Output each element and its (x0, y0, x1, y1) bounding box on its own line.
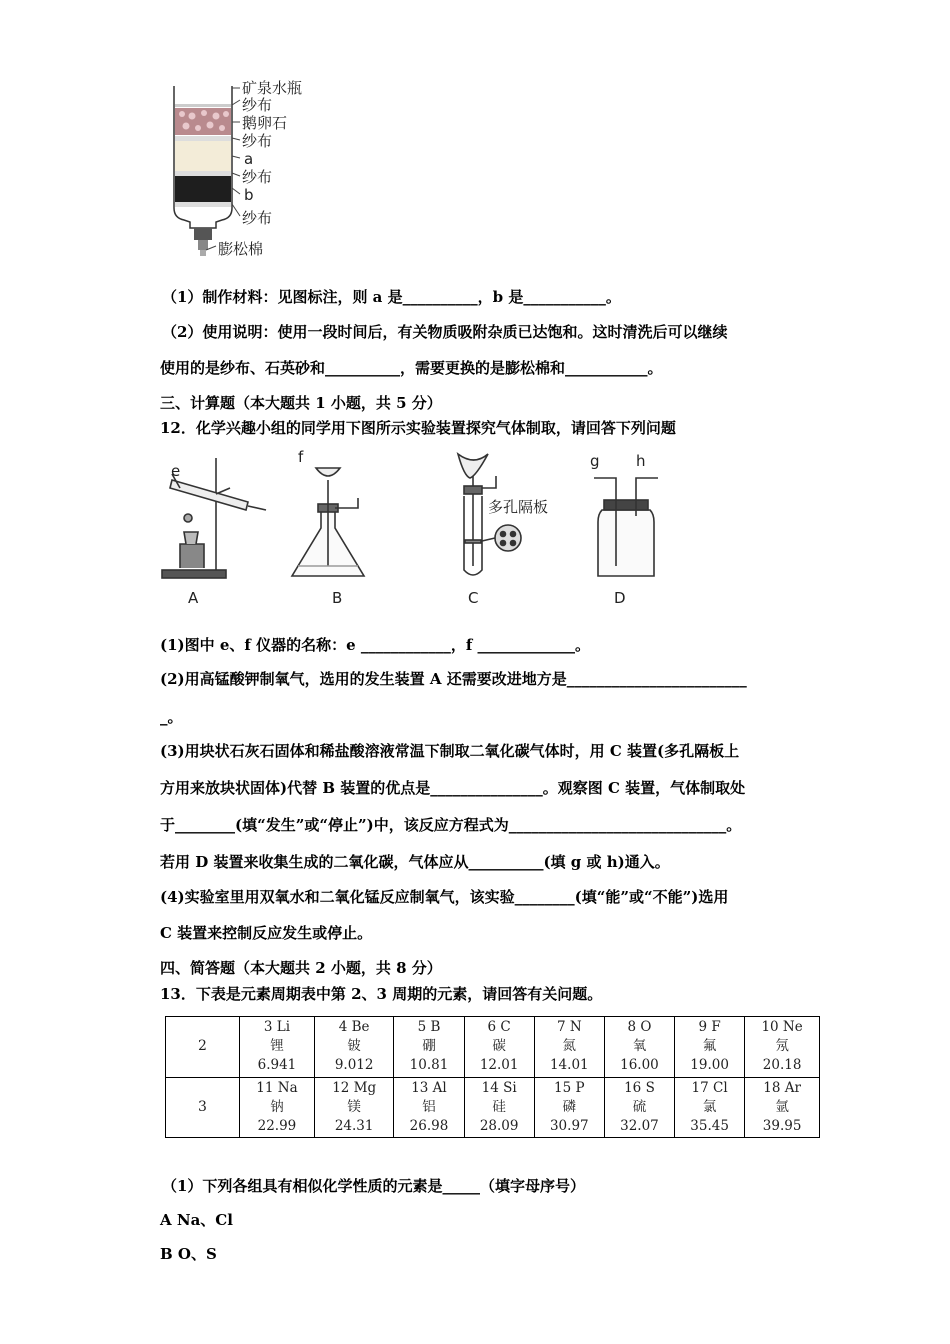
element-mass: 6.941 (257, 1057, 297, 1074)
q12-p3-line2: 方用来放块状固体)代替 B 装置的优点是_______________。观察图 C 装置，气体制取处 (160, 779, 746, 797)
element-name: 钠 (270, 1098, 284, 1115)
apparatus-d (594, 478, 658, 576)
element-name: 锂 (270, 1038, 284, 1055)
element-cell (675, 1017, 745, 1078)
element-mass: 24.31 (334, 1117, 374, 1134)
element-name: 镁 (347, 1098, 361, 1115)
section3-heading: 三、计算题（本大题共 1 小题，共 5 分） (160, 394, 442, 412)
element-mass: 12.01 (479, 1057, 519, 1074)
element-cell (314, 1077, 394, 1138)
element-symbol: 4 Be (338, 1019, 370, 1036)
element-symbol: 8 O (627, 1019, 652, 1036)
element-symbol: 3 Li (263, 1019, 291, 1036)
periodic-table (165, 1016, 820, 1138)
element-symbol: 12 Mg (332, 1079, 377, 1096)
element-symbol: 11 Na (256, 1079, 298, 1096)
q12-p4-line2: C 装置来控制反应发生或停止。 (160, 924, 373, 942)
q12-p3-line4: 若用 D 装置来收集生成的二氧化碳，气体应从__________(填 g 或 h)通入。 (160, 853, 670, 871)
q12-p4-line1: (4)实验室里用双氧水和二氧化锰反应制氧气，该实验________(填“能”或“不能”)选用 (160, 888, 729, 906)
element-mass: 39.95 (762, 1117, 802, 1134)
label-apparatus-d: D (614, 589, 626, 607)
element-name: 氮 (562, 1038, 577, 1055)
element-name: 氯 (702, 1098, 717, 1115)
element-symbol: 17 Cl (691, 1079, 728, 1096)
element-cell (604, 1077, 674, 1138)
label-cotton: 膨松棉 (218, 240, 264, 258)
label-apparatus-a: A (188, 589, 199, 607)
label-a: a (244, 150, 254, 168)
element-mass: 20.18 (762, 1057, 802, 1074)
label-gauze-3: 纱布 (242, 168, 273, 186)
q12-p3-line3: 于________(填“发生”或“停止”)中，该反应方程式为_____________________________。 (160, 816, 742, 834)
q13-stem: 13．下表是元素周期表中第 2、3 周期的元素，请回答有关问题。 (160, 985, 603, 1003)
element-symbol: 14 Si (481, 1079, 517, 1096)
element-mass: 10.81 (409, 1057, 449, 1074)
element-symbol: 13 Al (411, 1079, 447, 1096)
q12-p3-line1: (3)用块状石灰石固体和稀盐酸溶液常温下制取二氧化碳气体时，用 C 装置(多孔隔板上 (160, 742, 740, 760)
q13-option-a: A Na、Cl (160, 1211, 233, 1229)
element-mass: 22.99 (257, 1117, 297, 1134)
element-name: 氟 (702, 1038, 717, 1055)
element-name: 碳 (492, 1038, 506, 1055)
element-name: 氖 (775, 1038, 789, 1055)
q12-stem: 12．化学兴趣小组的同学用下图所示实验装置探究气体制取，请回答下列问题 (160, 419, 676, 437)
element-symbol: 15 P (554, 1079, 585, 1096)
table-row-period-3 (166, 1077, 820, 1138)
q13-option-b: B O、S (160, 1245, 217, 1263)
element-name: 硼 (422, 1038, 436, 1055)
apparatus-b (292, 468, 364, 576)
element-name: 氧 (632, 1038, 647, 1055)
q12-p1: (1)图中 e、f 仪器的名称：e ____________，f _____________。 (160, 636, 591, 654)
label-h: h (636, 452, 646, 470)
element-cell (394, 1077, 464, 1138)
element-cell (240, 1017, 315, 1078)
label-apparatus-b: B (332, 589, 343, 607)
element-cell (464, 1077, 534, 1138)
element-cell (394, 1017, 464, 1078)
table-row-period-2 (166, 1017, 820, 1078)
element-mass: 32.07 (620, 1117, 659, 1134)
element-name: 铝 (422, 1098, 436, 1115)
element-symbol: 9 F (698, 1019, 721, 1036)
period-cell: 2 (166, 1017, 240, 1078)
q12-p2-line1: (2)用高锰酸钾制氧气，选用的发生装置 A 还需要改进地方是________________________ (160, 670, 747, 688)
q11-part2-line2: 使用的是纱布、石英砂和__________，需要更换的是膨松棉和___________。 (160, 359, 663, 377)
element-mass: 26.98 (409, 1117, 449, 1134)
element-cell (240, 1077, 315, 1138)
element-mass: 16.00 (620, 1057, 659, 1074)
label-perforated-plate: 多孔隔板 (488, 498, 549, 516)
element-symbol: 5 B (417, 1019, 441, 1036)
element-mass: 9.012 (334, 1057, 374, 1074)
element-name: 氩 (775, 1098, 789, 1115)
element-cell (464, 1017, 534, 1078)
label-gauze-1: 纱布 (242, 96, 273, 114)
q13-p1: （1）下列各组具有相似化学性质的元素是_____（填字母序号） (162, 1177, 585, 1195)
element-name: 磷 (562, 1098, 577, 1115)
element-mass: 35.45 (690, 1117, 729, 1134)
element-mass: 19.00 (690, 1057, 729, 1074)
element-cell (675, 1077, 745, 1138)
element-symbol: 6 C (487, 1019, 511, 1036)
element-symbol: 16 S (624, 1079, 655, 1096)
element-cell (534, 1017, 604, 1078)
q11-part2-line1: （2）使用说明：使用一段时间后，有关物质吸附杂质已达饱和。这时清洗后可以继续 (162, 323, 728, 341)
element-cell (604, 1017, 674, 1078)
element-mass: 14.01 (549, 1057, 589, 1074)
label-g: g (590, 452, 600, 470)
element-name: 铍 (347, 1038, 361, 1055)
element-mass: 30.97 (549, 1117, 589, 1134)
apparatus-diagram (158, 448, 678, 610)
element-name: 硫 (632, 1098, 647, 1115)
element-symbol: 18 Ar (763, 1079, 801, 1096)
period-cell: 3 (166, 1077, 240, 1138)
label-gauze-2: 纱布 (242, 132, 273, 150)
label-e: e (171, 462, 181, 480)
label-apparatus-c: C (468, 589, 479, 607)
label-f: f (298, 448, 304, 466)
label-pebble: 鹅卵石 (242, 114, 288, 132)
label-b: b (244, 186, 254, 204)
label-gauze-4: 纱布 (242, 209, 273, 227)
element-cell (534, 1077, 604, 1138)
q12-p2-line2: _。 (160, 708, 183, 726)
water-filter-diagram (160, 78, 320, 263)
element-mass: 28.09 (479, 1117, 519, 1134)
section4-heading: 四、简答题（本大题共 2 小题，共 8 分） (160, 959, 442, 977)
element-cell (745, 1017, 820, 1078)
q11-part1: （1）制作材料：见图标注，则 a 是__________，b 是___________。 (162, 288, 621, 306)
element-symbol: 10 Ne (761, 1019, 803, 1036)
element-name: 硅 (492, 1098, 506, 1115)
element-cell (314, 1017, 394, 1078)
label-bottle: 矿泉水瓶 (242, 79, 303, 97)
element-symbol: 7 N (556, 1019, 582, 1036)
element-cell (745, 1077, 820, 1138)
